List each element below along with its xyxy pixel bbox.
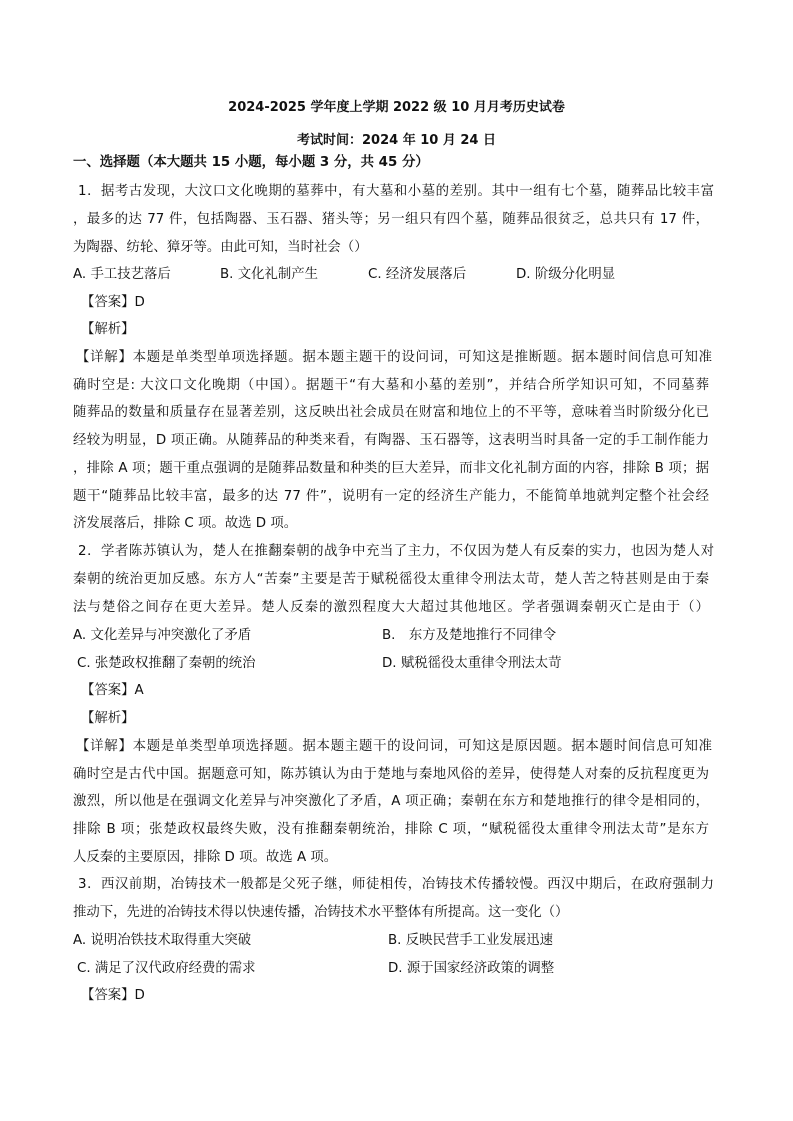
question-stem-line: 1．据考古发现，大汶口文化晚期的墓葬中，有大墓和小墓的差别。其中一组有七个墓，随葬品比较丰富: [78, 184, 714, 199]
detail-line: 排除 B 项；张楚政权最终失败，没有推翻秦朝统治，排除 C 项，“赋税徭役太重律令刑法太苛”是东方: [73, 822, 709, 837]
exam-title: 2024-2025 学年度上学期 2022 级 10 月月考历史试卷: [228, 100, 565, 115]
question-stem-line: 法与楚俗之间存在更大差异。楚人反秦的激烈程度大大超过其他地区。学者强调秦朝灭亡是由于（）: [73, 600, 709, 615]
option-b: B. 东方及楚地推行不同律令: [382, 628, 557, 643]
option-b: B. 文化礼制产生: [220, 267, 319, 282]
question-stem-line: 推动下，先进的冶铸技术得以快速传播，冶铸技术水平整体有所提高。这一变化（）: [73, 905, 569, 920]
analysis-label: 【解析】: [81, 711, 135, 726]
detail-line: 激烈，所以他是在强调文化差异与冲突激化了矛盾，A 项正确；秦朝在东方和楚地推行的律令是相同的，: [73, 794, 709, 809]
detail-line: 确时空是: 大汶口文化晚期（中国）。据题干“有大墓和小墓的差别”，并结合所学知识可知，不同墓葬: [73, 378, 709, 393]
question-stem-line: 2．学者陈苏镇认为，楚人在推翻秦朝的战争中充当了主力，不仅因为楚人有反秦的实力，也因为楚人对: [78, 544, 714, 559]
option-b: B. 反映民营手工业发展迅速: [388, 933, 553, 948]
detail-line: 题干“随葬品比较丰富，最多的达 77 件”，说明有一定的经济生产能力，不能简单地就判定整个社会经: [73, 489, 709, 504]
detail-line: 随葬品的数量和质量存在显著差别，这反映出社会成员在财富和地位上的不平等，意味着当时阶级分化已: [73, 405, 709, 420]
detail-line: 确时空是古代中国。据题意可知，陈苏镇认为由于楚地与秦地风俗的差异，使得楚人对秦的反抗程度更为: [73, 767, 709, 782]
option-d: D. 源于国家经济政策的调整: [388, 961, 555, 976]
analysis-label: 【解析】: [81, 322, 135, 337]
detail-line: ，排除 A 项；题干重点强调的是随葬品数量和种类的巨大差异，而非文化礼制方面的内容，排除 B 项；据: [73, 461, 709, 476]
answer: 【答案】D: [81, 295, 145, 310]
detail-line: 济发展落后，排除 C 项。故选 D 项。: [73, 516, 298, 531]
answer: 【答案】D: [81, 988, 145, 1003]
option-c: C. 张楚政权推翻了秦朝的统治: [77, 656, 256, 671]
section-heading: 一、选择题（本大题共 15 小题，每小题 3 分，共 45 分）: [73, 155, 429, 170]
option-c: C. 经济发展落后: [368, 267, 467, 282]
answer: 【答案】A: [81, 683, 144, 698]
detail-line: 【详解】本题是单类型单项选择题。据本题主题干的设问词，可知这是原因题。据本题时间信息可知准: [76, 739, 712, 754]
detail-line: 经较为明显，D 项正确。从随葬品的种类来看，有陶器、玉石器等，这表明当时具备一定的手工制作能力: [73, 433, 709, 448]
option-d: D. 赋税徭役太重律令刑法太苛: [382, 656, 562, 671]
option-a: A. 手工技艺落后: [73, 267, 171, 282]
option-a: A. 说明冶铁技术取得重大突破: [73, 933, 252, 948]
option-a: A. 文化差异与冲突激化了矛盾: [73, 628, 252, 643]
detail-line: 人反秦的主要原因，排除 D 项。故选 A 项。: [73, 850, 338, 865]
question-stem-line: 秦朝的统治更加反感。东方人“苦秦”主要是苦于赋税徭役太重律令刑法太苛，楚人苦之特甚则是由于秦: [73, 572, 709, 587]
question-stem-line: 3．西汉前期，冶铸技术一般都是父死子继，师徒相传，冶铸技术传播较慢。西汉中期后，在政府强制力: [78, 877, 714, 892]
option-d: D. 阶级分化明显: [516, 267, 616, 282]
option-c: C. 满足了汉代政府经费的需求: [77, 961, 256, 976]
question-stem-line: ，最多的达 77 件，包括陶器、玉石器、猪头等；另一组只有四个墓，随葬品很贫乏，总共只有 17 件，: [73, 212, 709, 227]
question-stem-line: 为陶器、纺轮、獐牙等。由此可知，当时社会（）: [73, 240, 368, 255]
exam-time: 考试时间：2024 年 10 月 24 日: [297, 133, 496, 148]
detail-line: 【详解】本题是单类型单项选择题。据本题主题干的设问词，可知这是推断题。据本题时间信息可知准: [76, 350, 712, 365]
